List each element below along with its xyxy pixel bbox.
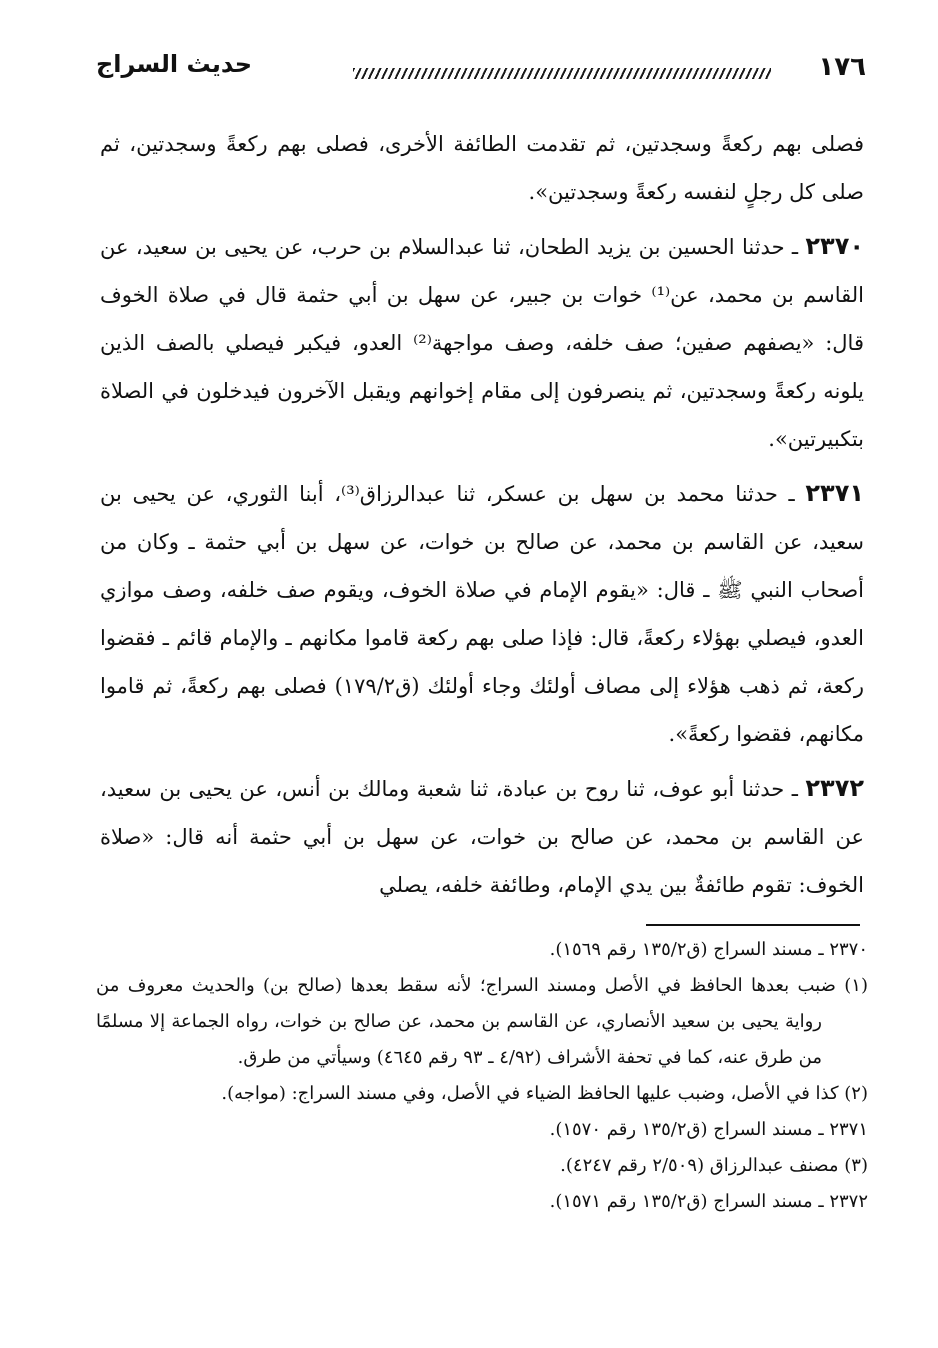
hadith-paragraph: [100, 764, 864, 909]
footnote-source: ٢٣٧٢ ـ مسند السراج (ق١٣٥/٢ رقم ١٥٧١).: [549, 1191, 868, 1212]
paragraph-text: ـ حدثنا أبو عوف، ثنا روح بن عبادة، ثنا شعبة ومالك بن أنس، عن يحيى بن سعيد، عن القاسم بن محمد، عن صالح بن خوات، عن سهل بن أبي حثمة أنه قال: «صلاة الخوف: تقوم طائفةٌ بين يدي الإمام، وطائفة خلفه، يصلي: [100, 777, 864, 897]
page-header: [96, 50, 866, 96]
hadith-number: ٢٣٧١: [805, 479, 864, 507]
running-title: حديث السراج: [96, 50, 253, 78]
hadith-number: ٢٣٧٢: [805, 774, 864, 802]
footnote-source: ٢٣٧٠ ـ مسند السراج (ق١٣٥/٢ رقم ١٥٦٩).: [549, 939, 868, 960]
paragraph-text: ـ حدثنا محمد بن سهل بن عسكر، ثنا عبدالرزاق⁽³⁾، أبنا الثوري، عن يحيى بن سعيد، عن القاسم بن محمد، عن صالح بن خوات، عن سهل بن أبي حثمة ـ وكان من أصحاب النبي ﷺ ـ قال: «يقوم الإمام في صلاة الخوف، ويقوم صف خلفه، وصف موازي العدو، فيصلي بهؤلاء ركعةً، قال: فإذا صلى بهم ركعة قاموا مكانهم ـ والإمام قائم ـ فقضوا ركعة، ثم ذهب هؤلاء إلى مصاف أولئك وجاء أولئك (ق١٧٩/٢) فصلى بهم ركعةً، ثم قاموا مكانهم، فقضوا ركعةً».: [100, 482, 864, 746]
footnotes: [96, 932, 868, 1220]
footnote-separator: [646, 924, 860, 926]
header-ornament-rule: [353, 68, 771, 79]
hadith-paragraph: [100, 469, 864, 758]
main-text: [100, 120, 864, 915]
paragraph-text: فصلى بهم ركعةً وسجدتين، ثم تقدمت الطائفة الأخرى، فصلى بهم ركعةً وسجدتين، ثم صلى كل رجلٍ لنفسه ركعةً وسجدتين».: [100, 132, 864, 204]
page-number: ١٧٦: [818, 52, 866, 82]
footnote-note: (٣) مصنف عبدالرزاق (٢/٥٠٩ رقم ٤٢٤٧).: [560, 1155, 868, 1176]
paragraph-text: ـ حدثنا الحسين بن يزيد الطحان، ثنا عبدالسلام بن حرب، عن يحيى بن سعيد، عن القاسم بن محمد، عن⁽¹⁾ خوات بن جبير، عن سهل بن أبي حثمة قال في صلاة الخوف قال: «يصفهم صفين؛ صف خلفه، وصف مواجهة⁽²⁾ العدو، فيكبر فيصلي بالصف الذين يلونه ركعةً وسجدتين، ثم ينصرفون إلى مقام إخوانهم ويقبل الآخرون فيدخلون في الصلاة بتكبيرتين».: [100, 235, 864, 451]
hadith-paragraph: [100, 222, 864, 463]
footnote-note: (٢) كذا في الأصل، وضبب عليها الحافظ الضياء في الأصل، وفي مسند السراج: (مواجه).: [221, 1083, 868, 1104]
hadith-number: ٢٣٧٠: [805, 232, 864, 260]
footnote-note: (١) ضبب بعدها الحافظ في الأصل ومسند السراج؛ لأنه سقط بعدها (صالح بن) والحديث معروف من رواية يحيى بن سعيد الأنصاري، عن القاسم بن محمد، عن صالح بن خوات، رواه الجماعة إلا مسلمًا من طرق عنه، كما في تحفة الأشراف (٤/٩٢ ـ ٩٣ رقم ٤٦٤٥) وسيأتي من طرق.: [96, 975, 868, 1068]
footnote-source: ٢٣٧١ ـ مسند السراج (ق١٣٥/٢ رقم ١٥٧٠).: [549, 1119, 868, 1140]
paragraph-continuation: [100, 120, 864, 216]
